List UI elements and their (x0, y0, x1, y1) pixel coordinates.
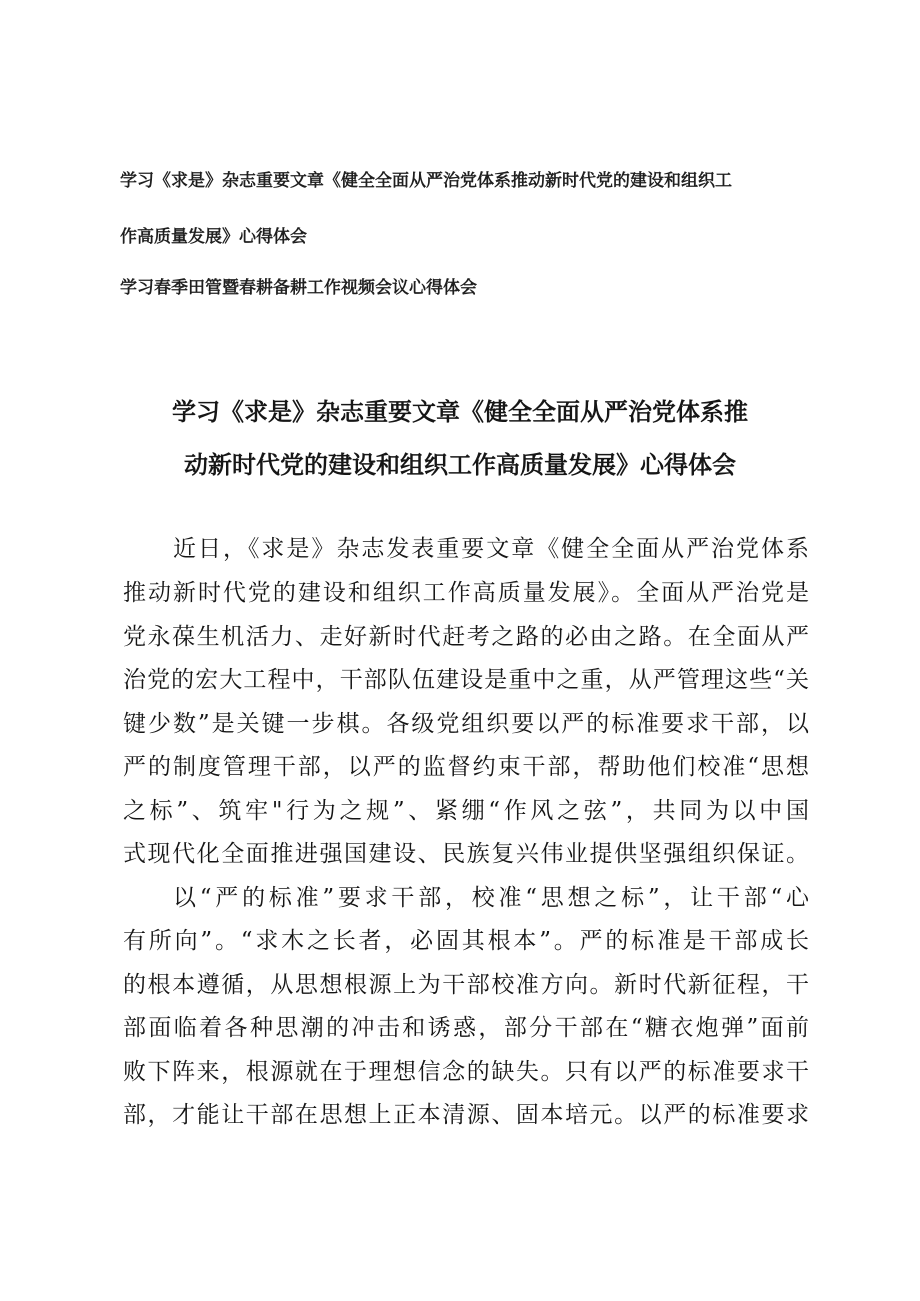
contents-entry-1-line-1: 学习《求是》杂志重要文章《健全全面从严治党体系推动新时代党的建设和组织工 (120, 171, 732, 191)
paragraph-2-line-1: 以“严的标准”要求干部，校准“思想之标”，让干部“心 (173, 885, 809, 911)
paragraph-2-line-4: 部面临着各种思潮的冲击和诱惑，部分干部在“糖衣炮弹”面前 (123, 1015, 809, 1041)
paragraph-1-line-4: 治党的宏大工程中，干部队伍建设是重中之重，从严管理这些“关 (123, 667, 809, 693)
paragraph-1-line-8: 式现代化全面推进强国建设、民族复兴伟业提供坚强组织保证。 (123, 841, 809, 867)
paragraph-1-line-7: 之标”、筑牢"行为之规”、紧绷“作风之弦”，共同为以中国 (123, 798, 809, 824)
paragraph-1-line-5: 键少数”是关键一步棋。各级党组织要以严的标准要求干部，以 (123, 711, 809, 737)
paragraph-1-line-1: 近日，《求是》杂志发表重要文章《健全全面从严治党体系 (173, 536, 809, 562)
paragraph-2-line-5: 败下阵来，根源就在于理想信念的缺失。只有以严的标准要求干 (123, 1059, 809, 1085)
paragraph-1-line-2: 推动新时代党的建设和组织工作高质量发展》。全面从严治党是 (123, 580, 809, 606)
contents-entry-2: 学习春季田管暨春耕备耕工作视频会议心得体会 (120, 278, 477, 298)
contents-entry-1-line-2: 作高质量发展》心得体会 (120, 227, 307, 247)
article-title-line-1: 学习《求是》杂志重要文章《健全全面从严治党体系推 (172, 398, 748, 426)
paragraph-1-line-3: 党永葆生机活力、走好新时代赶考之路的必由之路。在全面从严 (123, 624, 809, 650)
paragraph-2-line-3: 的根本遵循，从思想根源上为干部校准方向。新时代新征程，干 (123, 972, 809, 998)
paragraph-2-line-2: 有所向”。“求木之长者，必固其根本”。严的标准是干部成长 (123, 928, 809, 954)
article-title-line-2: 动新时代党的建设和组织工作高质量发展》心得体会 (184, 451, 736, 479)
paragraph-1-line-6: 严的制度管理干部，以严的监督约束干部，帮助他们校准“思想 (123, 754, 809, 780)
paragraph-2-line-6: 部，才能让干部在思想上正本清源、固本培元。以严的标准要求 (123, 1102, 809, 1128)
